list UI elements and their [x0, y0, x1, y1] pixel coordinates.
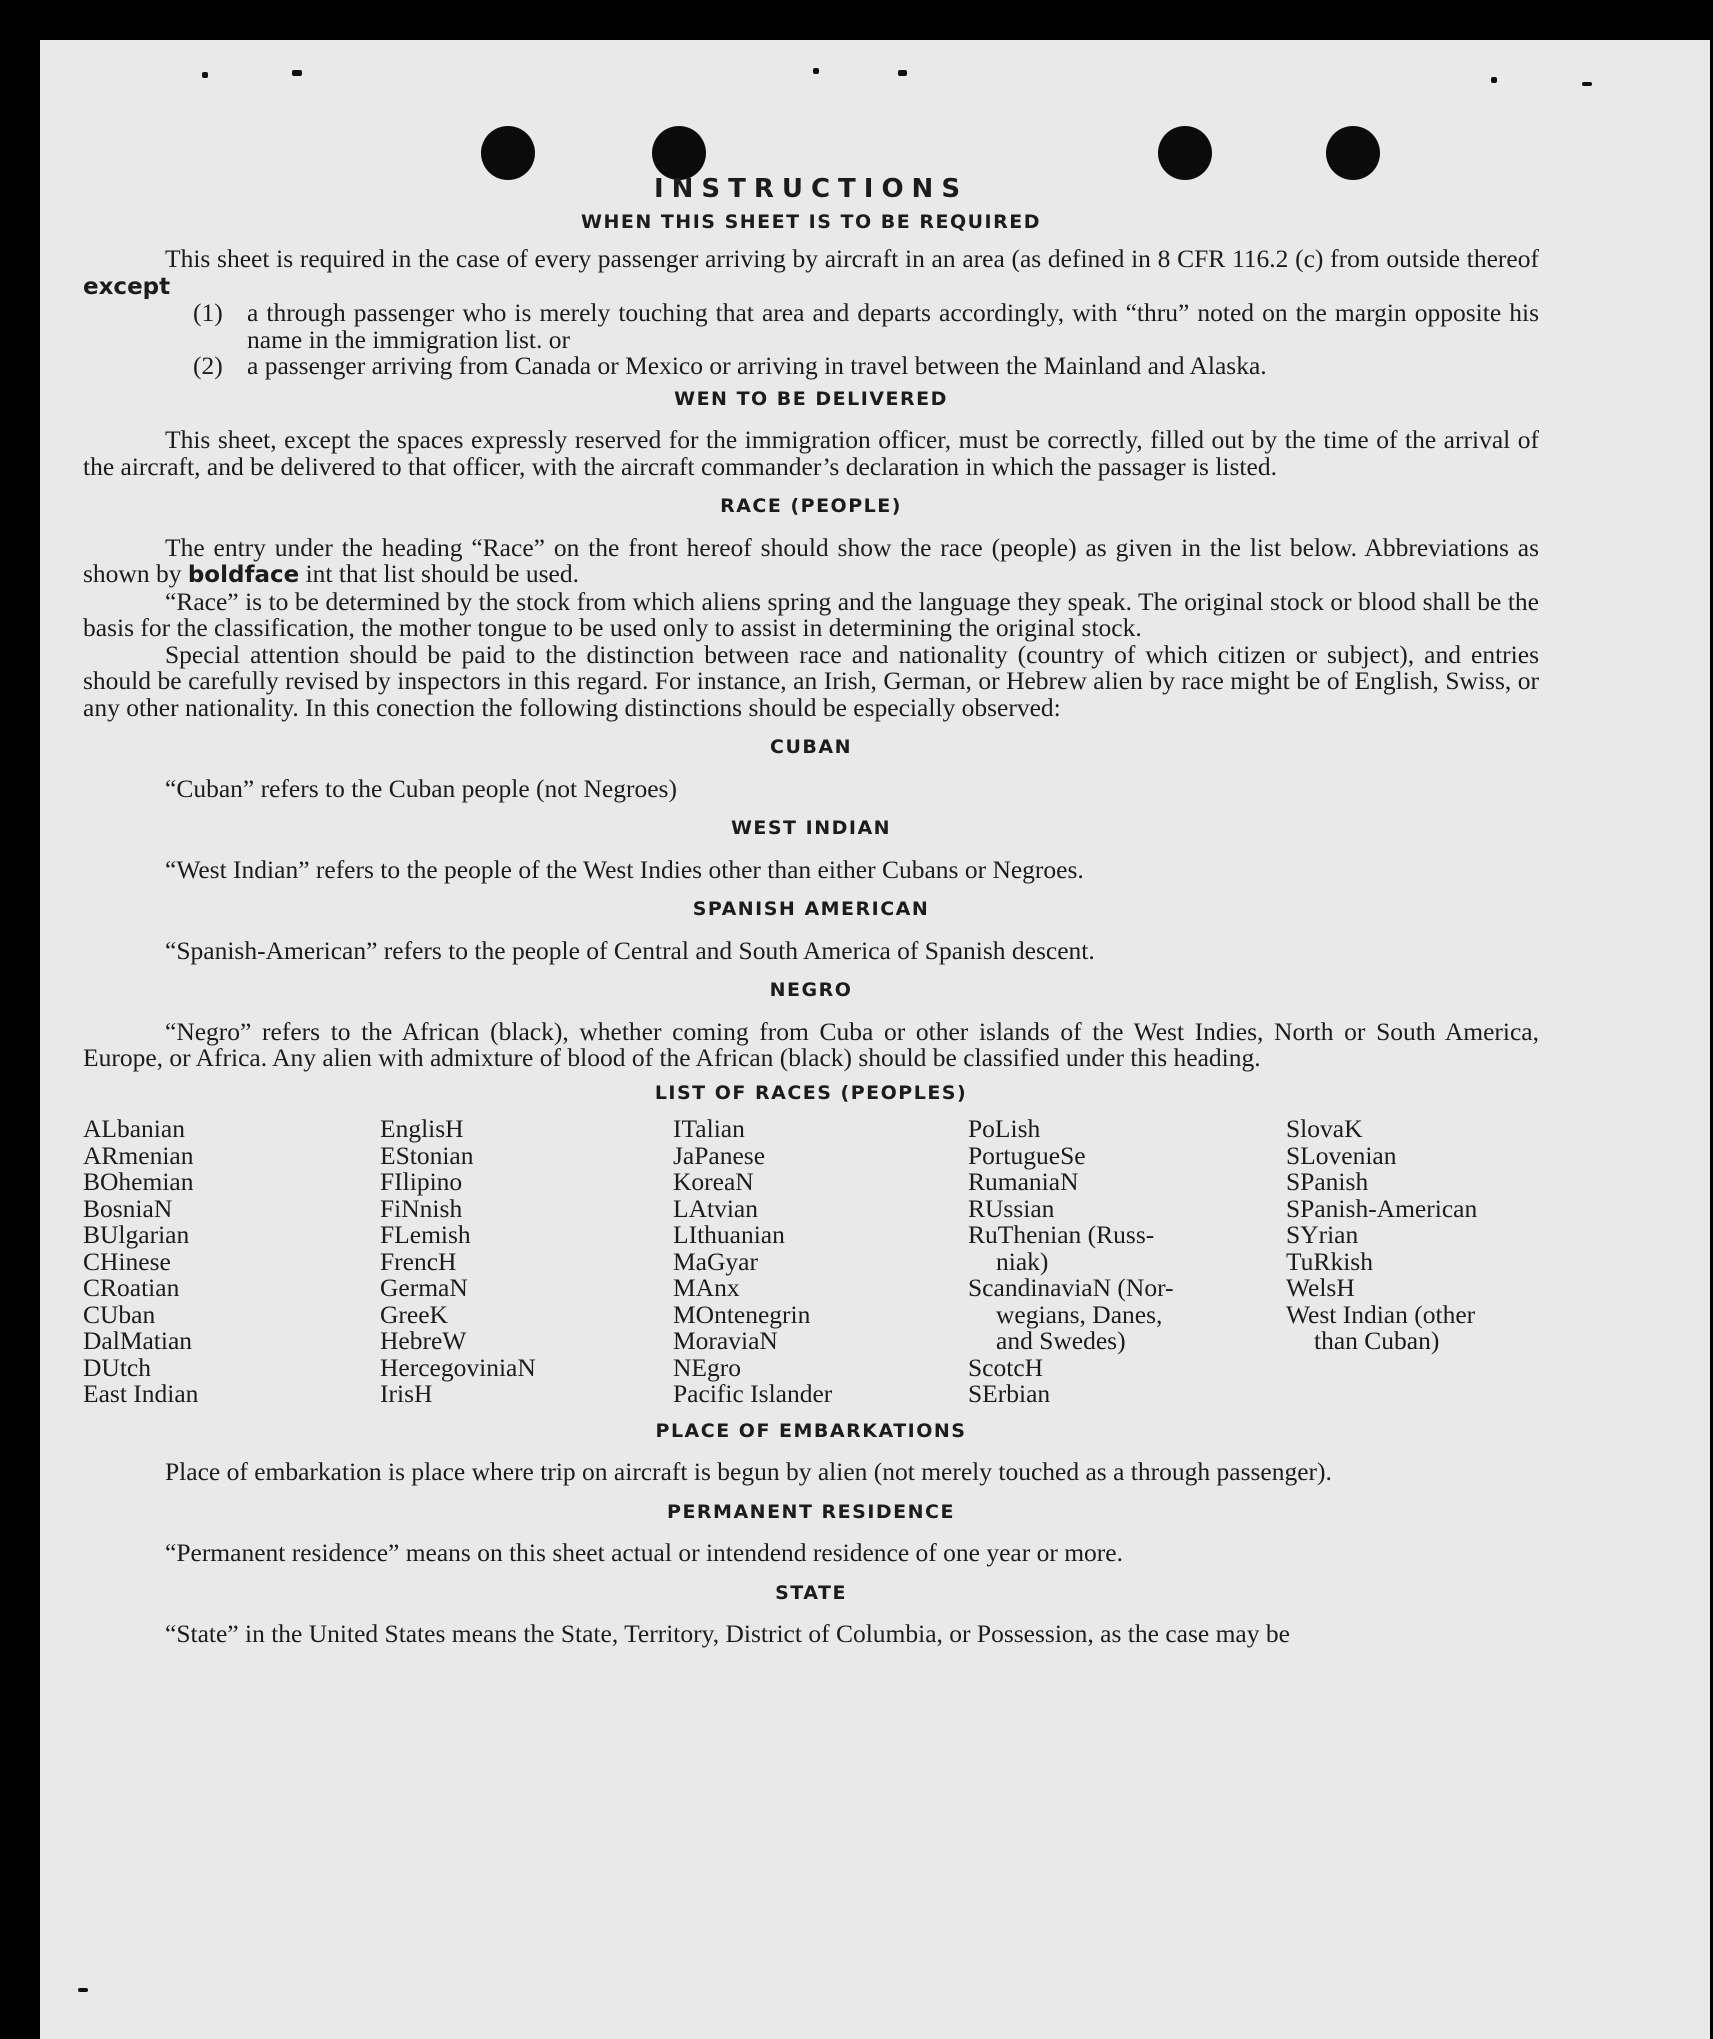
race-entry: CHinese — [83, 1246, 171, 1276]
race-entry: BUlgarian — [83, 1220, 190, 1249]
negro-paragraph: “Negro” refers to the African (black), whether coming from Cuba or other islands of the West Indies, North or South America, Europe, or Africa. Any alien with admixture of blood of the African (black) should be classified under this heading. — [83, 1016, 1539, 1072]
race-text: int that list should be used. — [299, 559, 579, 588]
heading-when-required: WHEN THIS SHEET IS TO BE REQUIRED — [580, 210, 1041, 233]
heading-spanish-american: SPANISH AMERICAN — [692, 898, 930, 920]
race-entry: WelsH — [1286, 1273, 1355, 1302]
race-entry: East Indian — [83, 1379, 199, 1408]
item-number: (2) — [193, 351, 223, 380]
heading-permanent-residence: PERMANENT RESIDENCE — [667, 1500, 955, 1523]
race-entry: ITalian — [673, 1114, 745, 1143]
race-entry: JaPanese — [673, 1140, 766, 1170]
item-text: a through passenger who is merely touching that area and departs accordingly, with “thru” noted on the margin opposite his name in the immigration list. or — [247, 298, 1539, 354]
boldface-bold: boldface — [187, 562, 300, 588]
state-paragraph: “State” in the United States means the State, Territory, District of Columbia, or Possession, as the case may be — [165, 1619, 1290, 1648]
race-entry: TuRkish — [1286, 1246, 1373, 1276]
race-entry: CRoatian — [83, 1273, 180, 1302]
except-bold: except — [83, 273, 171, 300]
race-entry: MOntenegrin — [673, 1299, 811, 1329]
races-column-1 — [83, 1116, 380, 1408]
race-entry: FrencH — [380, 1246, 457, 1276]
race-entry: SPanish — [1286, 1167, 1369, 1196]
race-entry: SYrian — [1286, 1220, 1359, 1249]
race-entry: ARmenian — [83, 1140, 194, 1170]
race-entry: SLovenian — [1286, 1140, 1397, 1170]
race-paragraph-3: Special attention should be paid to the distinction between race and nationality (country of which citizen or subject), and entries should be carefully revised by inspectors in this regard. For instance, an Irish, German, or Hebrew alien by race might be of English, Swiss, or any other nationality. In this conection the following distinctions should be especially observed: — [83, 639, 1539, 722]
heading-cuban: CUBAN — [770, 736, 852, 758]
race-entry: PortugueSe — [968, 1140, 1086, 1170]
exception-item-1 — [83, 300, 1539, 353]
race-entry: RUssian — [968, 1193, 1055, 1223]
speck — [202, 72, 208, 78]
punch-hole — [652, 126, 706, 180]
race-entry: CUban — [83, 1299, 156, 1329]
item-number: (1) — [193, 298, 223, 327]
race-entry: LAtvian — [673, 1193, 758, 1223]
race-entry: NEgro — [673, 1352, 741, 1382]
race-entry: HercegoviniaN — [380, 1352, 536, 1382]
speck — [1582, 82, 1592, 86]
race-entry-continuation: than Cuban) — [1314, 1326, 1440, 1355]
race-entry: GermaN — [380, 1273, 468, 1302]
speck — [898, 70, 907, 76]
race-entry: ScotcH — [968, 1352, 1044, 1382]
race-entry: BOhemian — [83, 1167, 194, 1196]
races-column-3 — [673, 1116, 968, 1408]
heading-race: RACE (PEOPLE) — [720, 495, 902, 517]
race-entry: West Indian (other — [1286, 1299, 1476, 1329]
race-entry: HebreW — [380, 1326, 467, 1355]
speck — [813, 68, 819, 74]
race-entry-continuation: niak) — [996, 1246, 1049, 1276]
races-column-4 — [968, 1116, 1286, 1408]
west-indian-paragraph: “West Indian” refers to the people of the West Indies other than either Cubans or Negroes. — [165, 854, 1084, 884]
heading-embarkation: PLACE OF EMBARKATIONS — [655, 1419, 967, 1442]
races-column-2 — [380, 1116, 673, 1408]
cuban-paragraph: “Cuban” refers to the Cuban people (not Negroes) — [165, 773, 677, 803]
race-entry: ScandinaviaN (Nor- — [968, 1273, 1174, 1302]
race-entry: RumaniaN — [968, 1167, 1079, 1196]
instructions-body — [83, 176, 1539, 1648]
race-text: The entry under the heading “Race” on the front hereof should show the race (people) as given in the list below. Abbreviations as shown by — [83, 532, 1539, 588]
race-entry: DalMatian — [83, 1326, 193, 1355]
punch-hole — [1158, 126, 1212, 180]
race-entry: LIthuanian — [673, 1220, 785, 1249]
race-entry: IrisH — [380, 1379, 433, 1408]
race-entry: MoraviaN — [673, 1326, 778, 1355]
race-entry: SPanish-American — [1286, 1193, 1478, 1223]
races-column-5 — [1286, 1116, 1539, 1408]
speck — [292, 70, 302, 76]
when-delivered-paragraph: This sheet, except the spaces expressly reserved for the immigration officer, must be correctly, filled out by the time of the arrival of the aircraft, and be delivered to that officer, with the aircraft commander’s declaration in which the passager is listed. — [83, 425, 1539, 481]
race-entry: Pacific Islander — [673, 1379, 833, 1408]
race-entry: DUtch — [83, 1352, 151, 1382]
instructions-title: INSTRUCTIONS — [653, 174, 969, 204]
race-entry: SErbian — [968, 1379, 1051, 1408]
race-entry: EStonian — [380, 1140, 474, 1170]
race-paragraph-1 — [83, 532, 1539, 589]
race-entry-continuation: wegians, Danes, — [996, 1299, 1163, 1329]
heading-state: STATE — [775, 1581, 847, 1604]
exception-item-2 — [83, 353, 1539, 380]
race-entry: FiNnish — [380, 1193, 463, 1223]
punch-hole — [1326, 126, 1380, 180]
races-list — [83, 1116, 1539, 1408]
residence-paragraph: “Permanent residence” means on this sheet actual or intendend residence of one year or more. — [165, 1538, 1123, 1567]
race-paragraph-2: “Race” is to be determined by the stock from which aliens spring and the language they speak. The original stock or blood shall be the basis for the classification, the mother tongue to be used only to assist in determining the original stock. — [83, 586, 1539, 642]
race-entry-continuation: and Swedes) — [996, 1326, 1126, 1355]
race-entry: MAnx — [673, 1273, 740, 1302]
race-entry: KoreaN — [673, 1167, 754, 1196]
race-entry: GreeK — [380, 1299, 448, 1329]
race-entry: BosniaN — [83, 1193, 173, 1223]
embarkation-paragraph: Place of embarkation is place where trip on aircraft is begun by alien (not merely touched as a through passenger). — [165, 1457, 1332, 1486]
race-entry: MaGyar — [673, 1246, 758, 1276]
race-entry: PoLish — [968, 1114, 1041, 1143]
speck — [78, 1988, 88, 1992]
race-entry: FIlipino — [380, 1167, 463, 1196]
race-entry: FLemish — [380, 1220, 471, 1249]
race-entry: SlovaK — [1286, 1114, 1363, 1143]
punch-hole — [481, 126, 535, 180]
spanish-american-paragraph: “Spanish-American” refers to the people of Central and South America of Spanish descent. — [165, 935, 1095, 965]
race-entry: RuThenian (Russ- — [968, 1220, 1155, 1249]
race-entry: EnglisH — [380, 1114, 464, 1143]
when-required-paragraph — [83, 246, 1539, 300]
heading-negro: NEGRO — [769, 979, 853, 1001]
race-entry: ALbanian — [83, 1114, 185, 1143]
heading-west-indian: WEST INDIAN — [730, 817, 892, 839]
item-text: a passenger arriving from Canada or Mexico or arriving in travel between the Mainland and Alaska. — [247, 351, 1267, 380]
when-required-text: This sheet is required in the case of every passenger arriving by aircraft in an area (as defined in 8 CFR 116.2 (c) from outside thereof — [165, 244, 1539, 273]
heading-when-delivered: WEN TO BE DELIVERED — [674, 387, 948, 410]
heading-list-of-races: LIST OF RACES (PEOPLES) — [654, 1081, 968, 1104]
speck — [1491, 77, 1497, 83]
